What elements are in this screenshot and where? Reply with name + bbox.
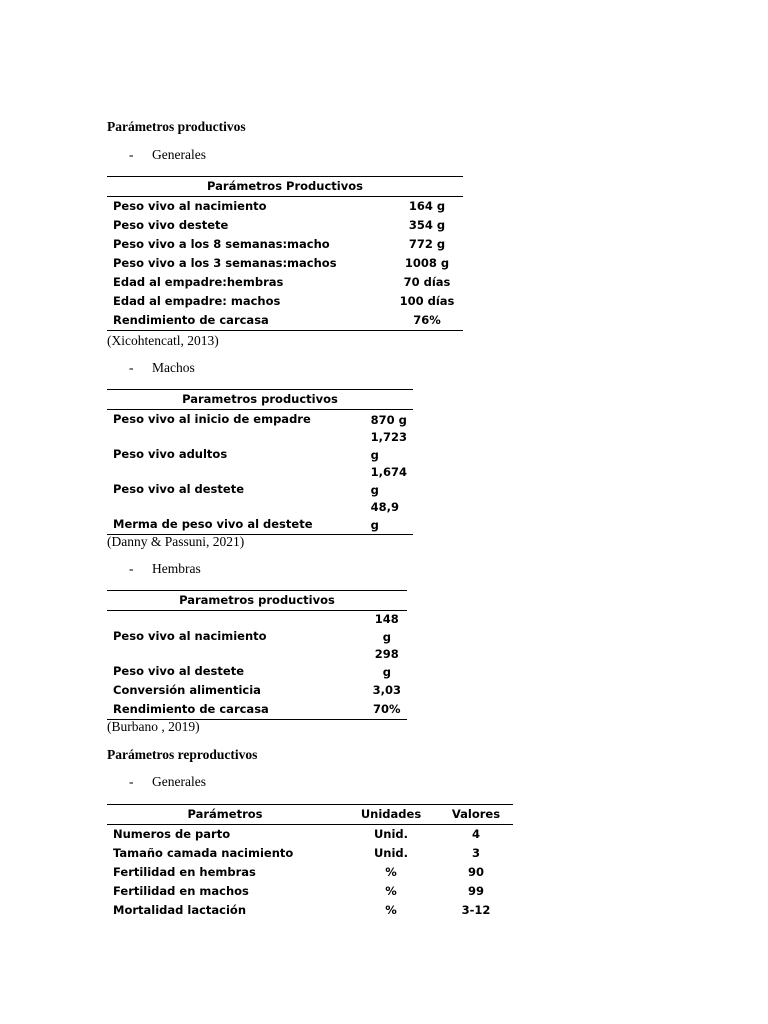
bullet-label: Machos — [152, 360, 195, 375]
row-label: Peso vivo al inicio de empadre — [113, 412, 311, 426]
row-value: 870 g — [370, 412, 407, 427]
row-label: Peso vivo al nacimiento — [113, 199, 267, 213]
row-label: Numeros de parto — [113, 827, 231, 841]
row-label: Peso vivo adultos — [113, 447, 228, 461]
table-row — [107, 844, 513, 863]
productive-heading: Parámetros productivos — [107, 119, 246, 134]
row-label: Edad al empadre:hembras — [113, 275, 284, 289]
table-row — [107, 311, 463, 331]
bullet-machos — [129, 360, 195, 376]
table-row — [107, 273, 463, 292]
source-citation: (Xicohtencatl, 2013) — [107, 333, 219, 348]
row-label: Edad al empadre: machos — [113, 294, 281, 308]
row-value: 3,03 — [372, 683, 401, 697]
table-reproductivos — [107, 804, 513, 920]
bullet-label: Generales — [152, 147, 206, 162]
table-row — [107, 499, 413, 535]
bullet-dash: - — [129, 147, 134, 162]
bullet-label: Generales — [152, 774, 206, 789]
row-unit: % — [385, 865, 397, 879]
row-unit: Unid. — [373, 827, 409, 841]
table-row — [107, 216, 463, 235]
column-header: Unidades — [343, 805, 439, 825]
row-label: Peso vivo al nacimiento — [113, 629, 267, 643]
table-row — [107, 611, 407, 647]
row-unit: % — [385, 903, 397, 917]
row-value: 772 g — [408, 237, 446, 251]
table-row — [107, 429, 413, 464]
table-row — [107, 235, 463, 254]
table-header: Parametros productivos — [107, 390, 413, 410]
row-label: Peso vivo al destete — [113, 664, 244, 678]
row-value: 1,674 g — [370, 465, 407, 497]
bullet-dash: - — [129, 360, 134, 375]
column-header: Valores — [439, 805, 513, 825]
bullet-hembras — [129, 561, 201, 577]
table-row — [107, 254, 463, 273]
row-value: 4 — [471, 827, 480, 841]
row-value: 1,723 g — [370, 430, 407, 462]
column-header: Parámetros — [107, 805, 343, 825]
row-value: 148 g — [374, 612, 399, 644]
row-value: 90 — [467, 865, 484, 879]
row-label: Merma de peso vivo al destete — [107, 499, 365, 535]
table-row — [107, 646, 407, 681]
source-citation: (Burbano , 2019) — [107, 719, 200, 734]
row-value: 1008 g — [404, 256, 450, 270]
table-row — [107, 700, 407, 720]
row-value: 70% — [367, 700, 407, 720]
row-label: Tamaño camada nacimiento — [113, 846, 294, 860]
table-row — [107, 410, 413, 430]
table-header: Parámetros Productivos — [107, 177, 463, 197]
row-value: 100 días — [399, 294, 455, 308]
table-row — [107, 882, 513, 901]
table-header: Parametros productivos — [107, 591, 407, 611]
table-row — [107, 197, 463, 217]
bullet-generales-reproductivos — [129, 774, 206, 790]
table-row — [107, 292, 463, 311]
row-value: 298 g — [374, 647, 399, 679]
row-label: Peso vivo al destete — [113, 482, 244, 496]
table-generales — [107, 176, 463, 331]
bullet-generales — [129, 147, 206, 163]
table-machos — [107, 389, 413, 535]
bullet-label: Hembras — [152, 561, 201, 576]
row-unit: % — [385, 884, 397, 898]
row-value: 70 días — [403, 275, 451, 289]
row-label: Peso vivo destete — [113, 218, 229, 232]
source-citation: (Danny & Passuni, 2021) — [107, 534, 245, 549]
row-label: Fertilidad en hembras — [113, 865, 256, 879]
row-value: 99 — [467, 884, 484, 898]
row-label: Fertilidad en machos — [113, 884, 249, 898]
bullet-dash: - — [129, 561, 134, 576]
table-hembras — [107, 590, 407, 720]
row-value: 354 g — [408, 218, 446, 232]
reproductive-heading: Parámetros reproductivos — [107, 747, 258, 762]
table-row — [107, 825, 513, 845]
row-label: Peso vivo a los 3 semanas:machos — [113, 256, 337, 270]
row-value: 76% — [391, 311, 463, 331]
row-label: Peso vivo a los 8 semanas:macho — [113, 237, 330, 251]
row-label: Mortalidad lactación — [113, 903, 247, 917]
row-value: 164 g — [408, 199, 446, 213]
row-label: Rendimiento de carcasa — [107, 311, 391, 331]
bullet-dash: - — [129, 774, 134, 789]
row-label: Rendimiento de carcasa — [107, 700, 367, 720]
row-unit: Unid. — [373, 846, 409, 860]
row-value: 3-12 — [461, 903, 491, 917]
table-row — [107, 901, 513, 920]
table-row — [107, 681, 407, 700]
row-value: 48,9 g — [365, 499, 413, 535]
table-row — [107, 863, 513, 882]
table-row — [107, 464, 413, 499]
row-label: Conversión alimenticia — [113, 683, 261, 697]
row-value: 3 — [471, 846, 480, 860]
